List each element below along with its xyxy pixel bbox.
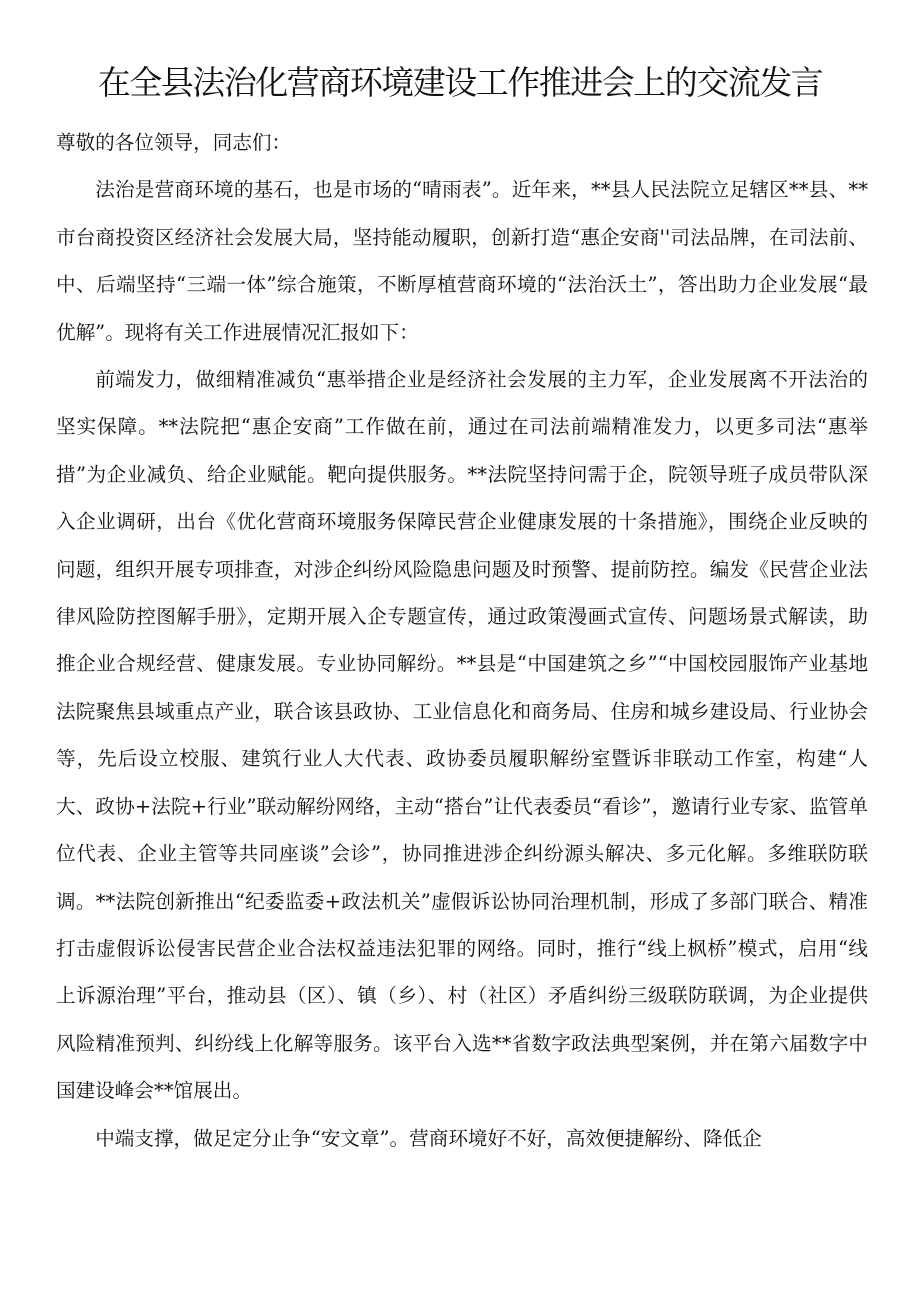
- salutation: 尊敬的各位领导，同志们：: [56, 131, 292, 154]
- document-title: 在全县法治化营商环境建设工作推进会上的交流发言: [97, 63, 823, 102]
- paragraph-intro: 法治是营商环境的基石，也是市场的“晴雨表”。近年来，**县人民法院立足辖区**县、**市台商投资区经济社会发展大局，坚持能动履职，创新打造“惠企安商''司法品牌，在司法前、中、后端坚持“三端一体”综合施策，不断厚植营商环境的“法治沃土”，答出助力企业发展“最优解”。现将有关工作进展情况汇报如下：: [56, 178, 868, 344]
- paragraph-front-end: 前端发力，做细精准减负“惠举措企业是经济社会发展的主力军，企业发展离不开法治的坚实保障。**法院把“惠企安商”工作做在前，通过在司法前端精准发力，以更多司法“惠举措”为企业减负、给企业赋能。靶向提供服务。**法院坚持问需于企，院领导班子成员带队深入企业调研，出台《优化营商环境服务保障民营企业健康发展的十条措施》，围绕企业反映的问题，组织开展专项排查，对涉企纠纷风险隐患问题及时预警、提前防控。编发《民营企业法律风险防控图解手册》，定期开展入企专题宣传，通过政策漫画式宣传、问题场景式解读，助推企业合规经营、健康发展。专业协同解纷。**县是“中国建筑之乡”“中国校园服饰产业基地法院聚焦县域重点产业，联合该县政协、工业信息化和商务局、住房和城乡建设局、行业协会等，先后设立校服、建筑行业人大代表、政协委员履职解纷室暨诉非联动工作室，构建“人大、政协+法院+行业”联动解纷网络，主动“搭台”让代表委员“看诊”，邀请行业专家、监管单位代表、企业主管等共同座谈”会诊”，协同推进涉企纠纷源头解决、多元化解。多维联防联调。**法院创新推出“纪委监委+政法机关”虚假诉讼协同治理机制，形成了多部门联合、精准打击虚假诉讼侵害民营企业合法权益违法犯罪的网络。同时，推行“线上枫桥”模式，启用“线上诉源治理”平台，推动县（区）、镇（乡）、村（社区）矛盾纠纷三级联防联调，为企业提供风险精准预判、纠纷线上化解等服务。该平台入选**省数字政法典型案例，并在第六届数字中国建设峰会**馆展出。: [56, 368, 868, 1103]
- document-body: [56, 119, 868, 1162]
- paragraph-middle-end: 中端支撑，做足定分止争“安文章”。营商环境好不好，高效便捷解纷、降低企: [95, 1126, 762, 1150]
